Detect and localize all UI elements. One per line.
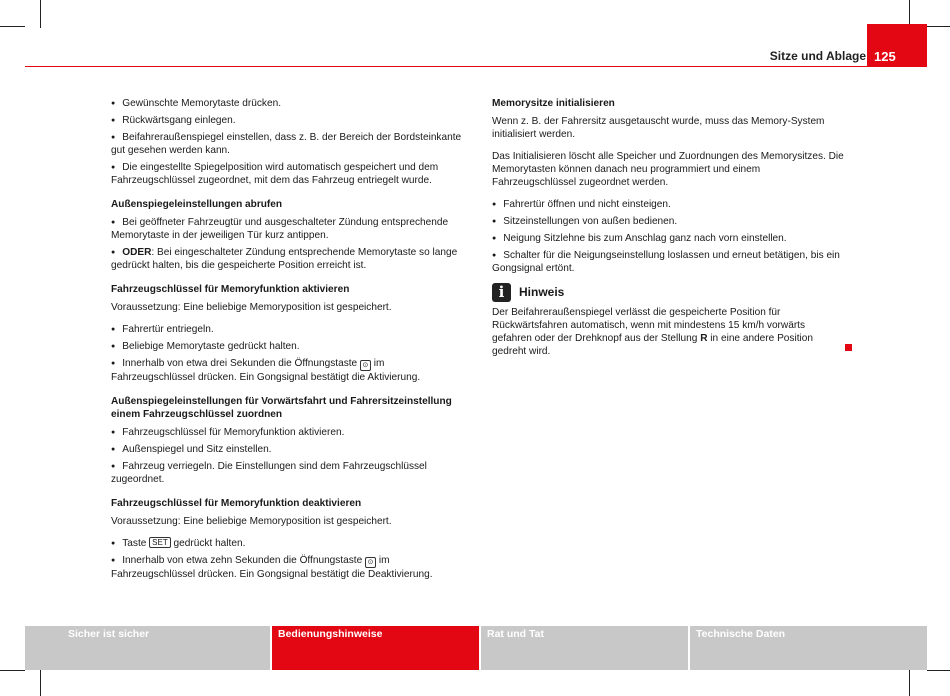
header-rule	[25, 66, 927, 67]
note-text-part: in eine andere Position gedreht wird.	[492, 333, 813, 357]
list-item: ● Beliebige Memorytaste gedrückt halten.	[111, 340, 465, 353]
list-item: ● Schalter für die Neigungseinstellung loslassen und erneut betätigen, bis ein Gongsignal ertönt.	[492, 249, 847, 275]
section-title: Sitze und Ablage	[769, 49, 866, 63]
info-icon: i	[492, 283, 511, 302]
tab-sicher-ist-sicher[interactable]	[25, 626, 270, 670]
tab-label: Bedienungshinweise	[278, 628, 383, 640]
list-item-text: im Fahrzeugschlüssel drücken. Ein Gongsignal bestätigt die Deaktivierung.	[111, 555, 433, 580]
list-item-text: im Fahrzeugschlüssel drücken. Ein Gongsignal bestätigt die Aktivierung.	[111, 358, 421, 383]
oder-label: ODER	[122, 247, 152, 258]
list-item: ● Fahrertür entriegeln.	[111, 323, 465, 336]
end-of-section-icon	[845, 344, 852, 351]
right-column	[492, 97, 847, 367]
list-item: ● Neigung Sitzlehne bis zum Anschlag ganz nach vorn einstellen.	[492, 232, 847, 245]
list-item: ● Außenspiegel und Sitz einstellen.	[111, 443, 465, 456]
list-item-text: Innerhalb von etwa zehn Sekunden die Öffnungstaste	[122, 555, 363, 566]
list-item: ● Bei geöffneter Fahrzeugtür und ausgeschalteter Zündung entsprechende Memorytaste in der jeweiligen Tür kurz antippen.	[111, 216, 465, 242]
note-header	[492, 283, 847, 302]
section-heading: Außenspiegeleinstellungen für Vorwärtsfahrt und Fahrersitzeinstellung einem Fahrzeugschlüssel zuordnen	[111, 396, 452, 420]
list-item: ● Fahrertür öffnen und nicht einsteigen.	[492, 198, 847, 211]
list-item: ● Rückwärtsgang einlegen.	[111, 114, 465, 127]
tab-technische-daten[interactable]	[690, 626, 927, 670]
list-item: ● Fahrzeugschlüssel für Memoryfunktion aktivieren.	[111, 426, 465, 439]
crop-mark	[927, 26, 950, 27]
tab-bedienungshinweise[interactable]	[272, 626, 479, 670]
tab-label: Rat und Tat	[487, 628, 544, 640]
crop-mark	[40, 668, 41, 696]
list-item: ● Beifahreraußenspiegel einstellen, dass z. B. der Bereich der Bordsteinkante gut gesehen werden kann.	[111, 131, 465, 157]
paragraph: Das Initialisieren löscht alle Speicher und Zuordnungen des Memorysitzes. Die Memorytasten können danach neu programmiert und einem Fahrzeugschlüssel zugeordnet werden.	[492, 151, 844, 188]
section-heading: Fahrzeugschlüssel für Memoryfunktion deaktivieren	[111, 498, 362, 509]
note-title: Hinweis	[519, 285, 565, 299]
list-item	[111, 554, 465, 581]
left-column	[111, 97, 465, 585]
key-open-icon: ⊙	[365, 557, 376, 568]
key-open-icon: ⊙	[360, 360, 371, 371]
crop-mark	[0, 26, 25, 27]
precondition-text: Voraussetzung: Eine beliebige Memoryposition ist gespeichert.	[111, 516, 392, 527]
crop-mark	[0, 670, 25, 671]
list-item-text: Taste	[122, 538, 147, 549]
list-item: ● Fahrzeug verriegeln. Die Einstellungen sind dem Fahrzeugschlüssel zugeordnet.	[111, 460, 465, 486]
chapter-nav	[25, 626, 927, 670]
set-key-label: SET	[149, 537, 171, 548]
gear-position-label: R	[700, 333, 708, 344]
section-heading: Außenspiegeleinstellungen abrufen	[111, 199, 283, 210]
list-item	[111, 246, 465, 272]
crop-mark	[909, 668, 910, 696]
list-item-text: gedrückt halten.	[173, 538, 246, 549]
note-text-part: Der Beifahreraußenspiegel verlässt die gespeicherte Position für Rückwärtsfahren automatisch, wenn mit mindestens 15 km/h vorwärts gefahren oder der Drehknopf aus der Stellung	[492, 307, 806, 344]
list-item: ● Die eingestellte Spiegelposition wird automatisch gespeichert und dem Fahrzeugschlüssel zugeordnet, mit dem das Fahrzeug entriegelt wurde.	[111, 161, 465, 187]
note-text	[492, 306, 847, 358]
tab-label: Technische Daten	[696, 628, 786, 640]
list-item-text: : Bei eingeschalteter Zündung entsprechende Memorytaste so lange gedrückt halten, bis die gespeicherte Position erreicht ist.	[111, 247, 458, 271]
paragraph: Wenn z. B. der Fahrersitz ausgetauscht wurde, muss das Memory-System initialisiert werden.	[492, 116, 825, 140]
section-heading: Fahrzeugschlüssel für Memoryfunktion aktivieren	[111, 284, 350, 295]
list-item: ● Gewünschte Memorytaste drücken.	[111, 97, 465, 110]
tab-label: Sicher ist sicher	[68, 628, 150, 640]
list-item-text: Innerhalb von etwa drei Sekunden die Öffnungstaste	[122, 358, 358, 369]
page-number: 125	[874, 49, 896, 64]
list-item	[111, 357, 465, 384]
list-item: ● Sitzeinstellungen von außen bedienen.	[492, 215, 847, 228]
precondition-text: Voraussetzung: Eine beliebige Memoryposition ist gespeichert.	[111, 302, 392, 313]
crop-mark	[927, 670, 950, 671]
page-number-box	[867, 24, 927, 67]
tab-rat-und-tat[interactable]	[481, 626, 688, 670]
list-item	[111, 537, 465, 550]
crop-mark	[40, 0, 41, 28]
section-heading: Memorysitze initialisieren	[492, 98, 615, 109]
